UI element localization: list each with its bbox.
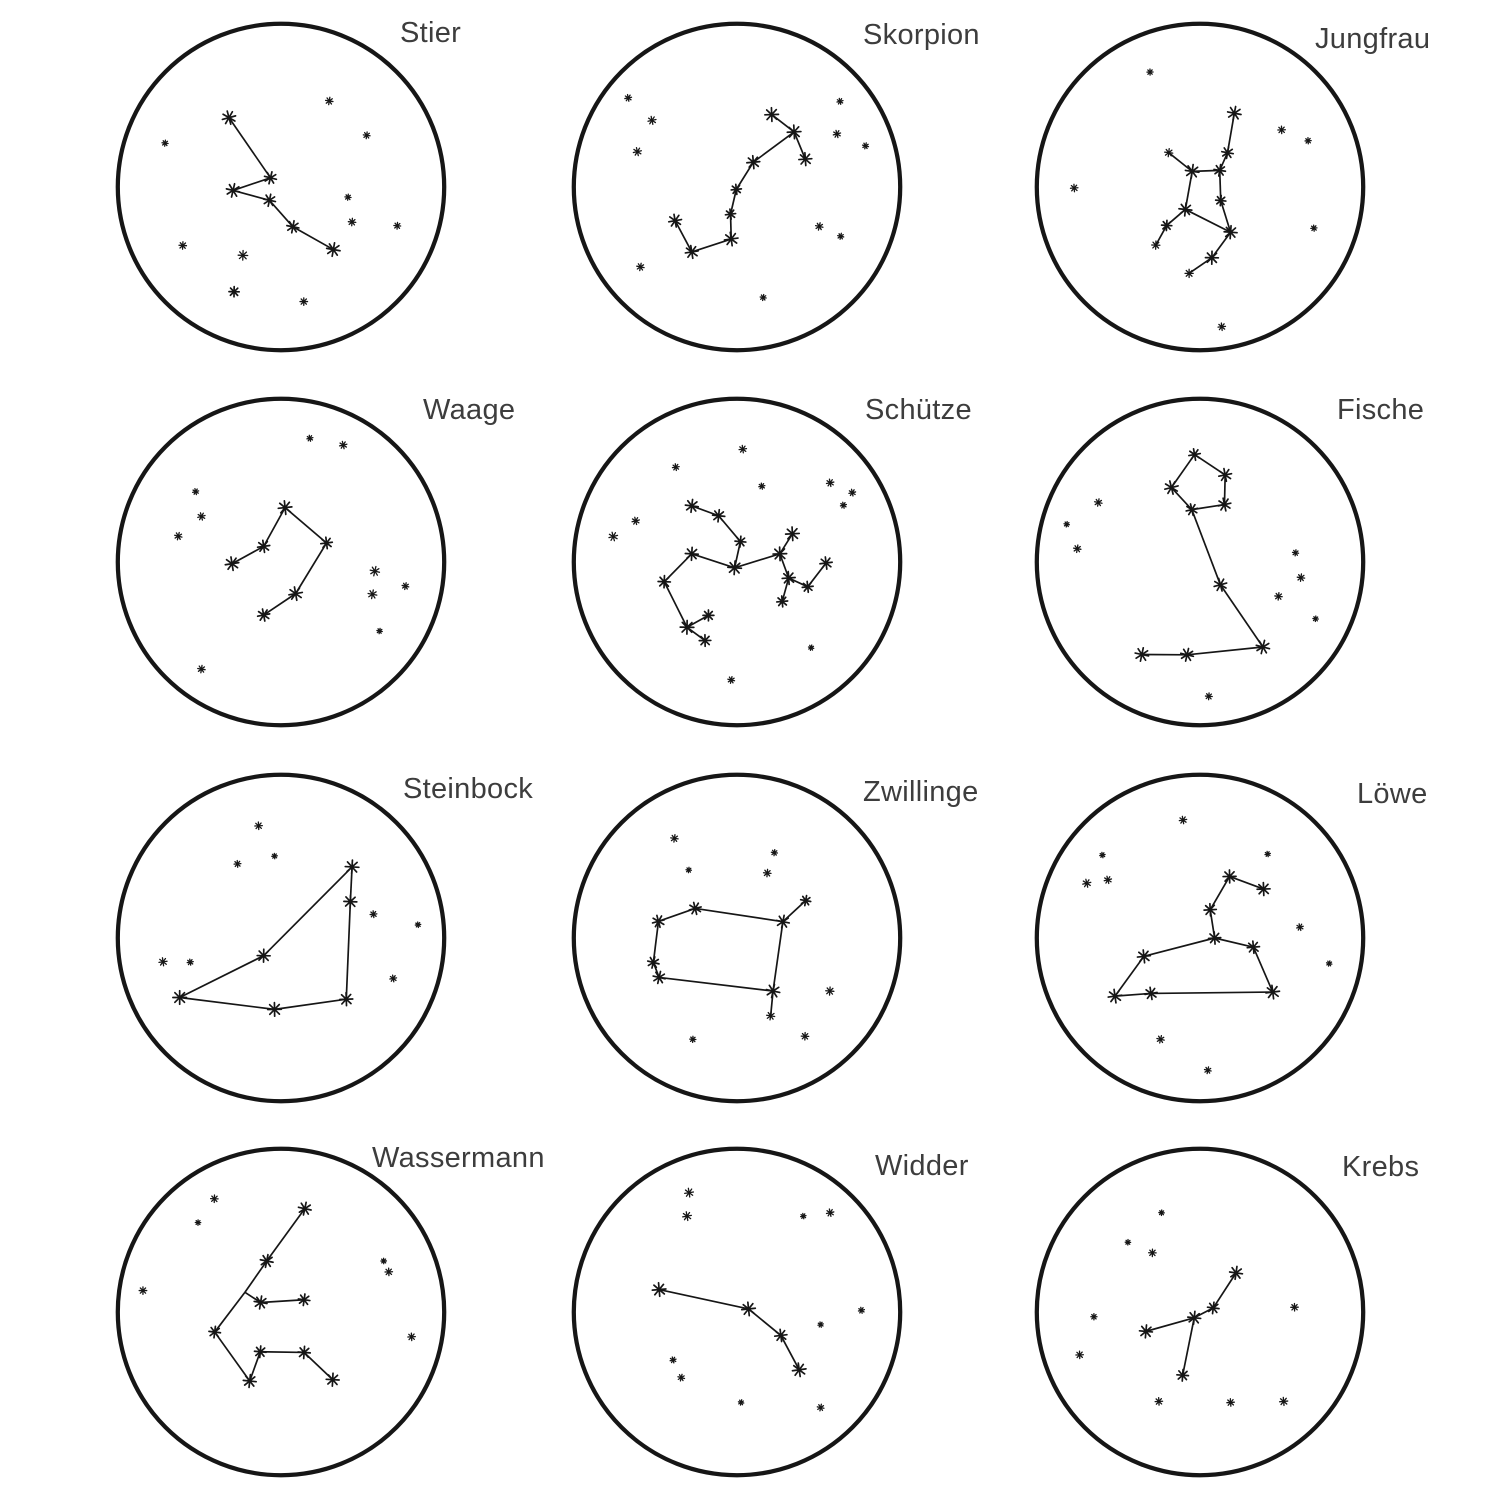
star-icon bbox=[771, 850, 777, 856]
star-icon bbox=[1070, 184, 1077, 191]
constellation-chart bbox=[1030, 17, 1370, 357]
star-icon bbox=[254, 1296, 267, 1309]
star-icon bbox=[1280, 1397, 1288, 1405]
star-icon bbox=[764, 869, 771, 876]
star-icon bbox=[1216, 196, 1226, 206]
star-icon bbox=[699, 635, 711, 647]
star-icon bbox=[298, 1294, 309, 1305]
constellation-line bbox=[1192, 510, 1221, 585]
constellation-line bbox=[296, 543, 327, 594]
star-icon bbox=[327, 243, 340, 256]
star-icon bbox=[1205, 251, 1218, 264]
constellation-line bbox=[245, 1261, 267, 1292]
star-icon bbox=[321, 537, 332, 548]
star-icon bbox=[672, 464, 679, 471]
star-icon bbox=[402, 583, 409, 590]
sky-circle bbox=[1037, 775, 1363, 1101]
star-icon bbox=[1205, 693, 1212, 700]
star-icon bbox=[767, 1012, 775, 1020]
star-icon bbox=[1204, 1067, 1211, 1074]
star-icon bbox=[195, 1220, 200, 1225]
star-icon bbox=[685, 499, 698, 512]
star-icon bbox=[775, 1329, 787, 1341]
constellation-label: Jungfrau bbox=[1315, 23, 1431, 55]
star-icon bbox=[1149, 1249, 1156, 1256]
star-icon bbox=[139, 1287, 146, 1294]
star-icon bbox=[1147, 69, 1153, 75]
star-icon bbox=[272, 853, 277, 858]
sky-circle bbox=[118, 24, 444, 350]
star-icon bbox=[345, 860, 359, 874]
star-icon bbox=[415, 922, 420, 927]
star-icon bbox=[1214, 165, 1225, 176]
star-icon bbox=[670, 1357, 676, 1363]
star-icon bbox=[773, 547, 787, 561]
star-icon bbox=[390, 975, 397, 982]
sky-circle bbox=[1037, 1149, 1363, 1475]
constellation-label: Stier bbox=[400, 17, 462, 49]
star-icon bbox=[408, 1333, 415, 1340]
star-icon bbox=[609, 532, 618, 541]
star-icon bbox=[1125, 1240, 1130, 1245]
star-icon bbox=[175, 533, 182, 540]
star-icon bbox=[1074, 545, 1081, 552]
star-icon bbox=[1305, 138, 1311, 144]
star-icon bbox=[1313, 616, 1318, 621]
panel-stier bbox=[111, 17, 451, 357]
star-icon bbox=[1208, 1302, 1219, 1313]
constellation-line bbox=[692, 554, 735, 568]
constellation-chart bbox=[111, 17, 451, 357]
star-icon bbox=[826, 987, 834, 995]
panel-loewe bbox=[1030, 768, 1370, 1108]
constellation-line bbox=[1151, 992, 1273, 993]
constellation-chart bbox=[111, 392, 451, 732]
star-icon bbox=[735, 536, 746, 547]
star-icon bbox=[1230, 1267, 1243, 1280]
star-icon bbox=[385, 1268, 392, 1275]
constellation-line bbox=[1210, 876, 1229, 909]
star-icon bbox=[234, 860, 241, 867]
star-icon bbox=[229, 287, 239, 297]
star-icon bbox=[381, 1258, 386, 1263]
star-icon bbox=[1188, 1311, 1201, 1324]
star-icon bbox=[685, 547, 698, 560]
star-icon bbox=[637, 263, 644, 270]
star-icon bbox=[686, 867, 691, 872]
star-icon bbox=[370, 911, 377, 918]
sky-circle bbox=[1037, 399, 1363, 725]
constellation-line bbox=[233, 178, 270, 191]
constellation-line bbox=[735, 554, 780, 568]
star-icon bbox=[225, 557, 238, 570]
constellation-line bbox=[753, 132, 794, 162]
star-icon bbox=[1293, 550, 1299, 556]
constellation-chart bbox=[111, 768, 451, 1108]
star-icon bbox=[786, 527, 800, 541]
constellation-chart bbox=[567, 1142, 907, 1482]
star-icon bbox=[799, 153, 812, 166]
star-icon bbox=[703, 610, 714, 621]
panel-jungfrau bbox=[1030, 17, 1370, 357]
star-icon bbox=[1140, 1325, 1153, 1338]
star-icon bbox=[818, 1322, 823, 1327]
star-icon bbox=[1064, 522, 1069, 527]
constellation-line bbox=[1215, 938, 1254, 947]
star-icon bbox=[633, 148, 641, 156]
constellation-line bbox=[1156, 225, 1167, 245]
star-icon bbox=[173, 991, 187, 1005]
star-icon bbox=[1185, 269, 1193, 277]
star-icon bbox=[1275, 593, 1282, 600]
star-icon bbox=[742, 1302, 756, 1316]
star-icon bbox=[713, 510, 725, 522]
constellation-line bbox=[261, 1300, 305, 1303]
star-icon bbox=[725, 209, 735, 219]
star-icon bbox=[1257, 883, 1270, 896]
star-icon bbox=[370, 567, 379, 576]
constellation-line bbox=[675, 221, 692, 252]
panel-waage bbox=[111, 392, 451, 732]
star-icon bbox=[179, 242, 186, 249]
star-icon bbox=[792, 1363, 805, 1376]
panel-wassermann bbox=[111, 1142, 451, 1482]
star-icon bbox=[340, 441, 347, 448]
star-icon bbox=[1278, 126, 1285, 133]
star-icon bbox=[345, 194, 351, 200]
star-icon bbox=[652, 1283, 666, 1297]
star-icon bbox=[268, 1003, 282, 1017]
star-icon bbox=[377, 628, 382, 633]
sky-circle bbox=[574, 399, 900, 725]
star-icon bbox=[728, 561, 742, 575]
constellation-line bbox=[264, 594, 296, 615]
star-icon bbox=[198, 665, 205, 672]
star-icon bbox=[801, 1033, 808, 1040]
constellation-line bbox=[264, 867, 352, 956]
panel-zwillinge bbox=[567, 768, 907, 1108]
constellation-line bbox=[264, 508, 285, 547]
star-icon bbox=[187, 959, 193, 965]
constellation-line bbox=[267, 1209, 305, 1261]
star-icon bbox=[1179, 816, 1186, 823]
constellation-line bbox=[215, 1332, 250, 1381]
constellation-line bbox=[659, 1290, 748, 1309]
star-icon bbox=[1137, 950, 1150, 963]
constellation-line bbox=[1220, 585, 1263, 647]
star-icon bbox=[1159, 1210, 1164, 1215]
constellation-line bbox=[180, 998, 275, 1010]
star-icon bbox=[258, 540, 270, 552]
constellation-chart bbox=[1030, 768, 1370, 1108]
star-icon bbox=[211, 1195, 218, 1202]
star-icon bbox=[326, 1373, 339, 1386]
star-icon bbox=[363, 132, 370, 139]
panel-krebs bbox=[1030, 1142, 1370, 1482]
constellation-line bbox=[1183, 1318, 1195, 1375]
constellation-chart bbox=[1030, 1142, 1370, 1482]
star-icon bbox=[1100, 852, 1105, 857]
constellation-line bbox=[1187, 647, 1263, 655]
star-icon bbox=[838, 233, 844, 239]
star-icon bbox=[255, 822, 262, 829]
star-icon bbox=[300, 298, 307, 305]
star-icon bbox=[1297, 574, 1304, 581]
constellation-line bbox=[773, 922, 783, 991]
star-icon bbox=[1155, 1398, 1162, 1405]
star-icon bbox=[802, 581, 813, 592]
star-icon bbox=[683, 1212, 692, 1221]
star-icon bbox=[671, 835, 678, 842]
star-icon bbox=[1265, 851, 1270, 856]
star-icon bbox=[243, 1375, 256, 1388]
star-icon bbox=[826, 479, 833, 486]
constellation-line bbox=[232, 546, 264, 563]
constellation-line bbox=[293, 227, 333, 250]
star-icon bbox=[1223, 870, 1236, 883]
star-icon bbox=[258, 609, 270, 621]
star-icon bbox=[1095, 499, 1102, 506]
star-icon bbox=[162, 140, 168, 146]
star-icon bbox=[1214, 579, 1226, 591]
star-icon bbox=[1165, 149, 1173, 157]
star-icon bbox=[1108, 989, 1121, 1002]
star-icon bbox=[193, 489, 199, 495]
star-icon bbox=[1224, 226, 1237, 239]
star-icon bbox=[260, 1255, 273, 1268]
star-icon bbox=[255, 1346, 267, 1358]
star-icon bbox=[1104, 876, 1111, 883]
star-icon bbox=[808, 645, 813, 650]
sky-circle bbox=[574, 1149, 900, 1475]
constellation-label: Steinbock bbox=[403, 773, 534, 805]
star-icon bbox=[759, 483, 765, 489]
star-icon bbox=[1266, 985, 1279, 998]
constellation-label: Zwillinge bbox=[863, 776, 979, 808]
constellation-line bbox=[781, 1335, 799, 1369]
star-icon bbox=[298, 1346, 310, 1358]
panel-schuetze bbox=[567, 392, 907, 732]
star-icon bbox=[827, 1209, 834, 1216]
star-icon bbox=[738, 1400, 743, 1405]
star-icon bbox=[278, 501, 292, 515]
panel-steinbock bbox=[111, 768, 451, 1108]
star-icon bbox=[344, 895, 357, 908]
star-icon bbox=[747, 156, 760, 169]
star-icon bbox=[257, 949, 270, 962]
constellation-line bbox=[245, 1292, 261, 1302]
sky-circle bbox=[1037, 24, 1363, 350]
star-icon bbox=[1076, 1351, 1083, 1358]
star-icon bbox=[787, 125, 801, 139]
star-icon bbox=[1189, 449, 1200, 460]
constellation-line bbox=[346, 902, 350, 1000]
constellation-label: Löwe bbox=[1357, 778, 1428, 810]
star-icon bbox=[625, 95, 632, 102]
star-icon bbox=[840, 502, 846, 508]
star-icon bbox=[680, 620, 694, 634]
constellation-label: Krebs bbox=[1342, 1151, 1420, 1183]
star-icon bbox=[198, 513, 205, 520]
star-icon bbox=[849, 489, 856, 496]
star-icon bbox=[820, 557, 832, 569]
constellation-line bbox=[275, 999, 347, 1009]
star-icon bbox=[801, 1213, 806, 1218]
star-icon bbox=[782, 572, 795, 585]
star-icon bbox=[817, 1404, 824, 1411]
star-icon bbox=[724, 232, 737, 245]
sky-circle bbox=[118, 399, 444, 725]
star-icon bbox=[685, 246, 698, 259]
star-icon bbox=[1204, 904, 1216, 916]
constellation-label: Skorpion bbox=[863, 19, 980, 51]
star-icon bbox=[1179, 203, 1192, 216]
sky-circle bbox=[118, 1149, 444, 1475]
constellation-line bbox=[692, 239, 731, 252]
constellation-chart bbox=[1030, 392, 1370, 732]
constellation-line bbox=[229, 118, 270, 178]
star-icon bbox=[777, 596, 788, 607]
constellation-line bbox=[1224, 475, 1225, 505]
star-icon bbox=[209, 1326, 220, 1337]
star-icon bbox=[394, 222, 401, 229]
star-icon bbox=[1091, 1314, 1097, 1320]
star-icon bbox=[678, 1374, 685, 1381]
panel-widder bbox=[567, 1142, 907, 1482]
star-icon bbox=[685, 1188, 694, 1197]
star-icon bbox=[658, 576, 670, 588]
star-icon bbox=[760, 294, 766, 300]
star-icon bbox=[340, 993, 353, 1006]
constellation-line bbox=[695, 908, 783, 921]
star-icon bbox=[298, 1202, 311, 1215]
star-icon bbox=[368, 590, 377, 599]
star-icon bbox=[1247, 941, 1259, 953]
star-icon bbox=[289, 587, 302, 600]
constellation-chart bbox=[111, 1142, 451, 1482]
star-icon bbox=[1145, 987, 1157, 999]
star-icon bbox=[669, 214, 682, 227]
star-icon bbox=[731, 184, 741, 194]
star-icon bbox=[1083, 879, 1091, 887]
constellation-line bbox=[1253, 947, 1272, 992]
star-icon bbox=[1152, 241, 1160, 249]
star-icon bbox=[765, 108, 779, 122]
constellation-chart bbox=[567, 768, 907, 1108]
star-icon bbox=[1222, 147, 1233, 158]
star-icon bbox=[1291, 1304, 1298, 1311]
star-icon bbox=[1209, 932, 1221, 944]
star-icon bbox=[728, 677, 735, 684]
star-icon bbox=[833, 130, 840, 137]
star-icon bbox=[159, 958, 167, 966]
constellation-line bbox=[1144, 938, 1215, 956]
constellation-label: Fische bbox=[1337, 394, 1425, 426]
star-icon bbox=[690, 1036, 696, 1042]
star-icon bbox=[1311, 225, 1317, 231]
star-icon bbox=[1219, 469, 1232, 482]
star-icon bbox=[837, 98, 843, 104]
star-icon bbox=[816, 223, 823, 230]
star-icon bbox=[648, 116, 656, 124]
panel-fische bbox=[1030, 392, 1370, 732]
star-icon bbox=[632, 517, 639, 524]
star-icon bbox=[1157, 1036, 1164, 1043]
star-icon bbox=[1327, 961, 1332, 966]
star-icon bbox=[858, 1307, 864, 1313]
star-icon bbox=[326, 97, 333, 104]
star-icon bbox=[1227, 1399, 1234, 1406]
star-icon bbox=[1218, 323, 1225, 330]
star-icon bbox=[307, 435, 313, 441]
sky-circle bbox=[574, 775, 900, 1101]
constellation-label: Wassermann bbox=[372, 1142, 545, 1174]
star-icon bbox=[222, 111, 235, 124]
star-icon bbox=[739, 445, 746, 452]
constellation-line bbox=[1146, 1318, 1194, 1332]
constellation-line bbox=[1171, 488, 1191, 510]
star-icon bbox=[265, 172, 277, 184]
constellation-line bbox=[664, 582, 687, 628]
star-icon bbox=[863, 143, 869, 149]
constellation-label: Schütze bbox=[865, 394, 972, 426]
constellation-line bbox=[285, 508, 326, 543]
star-icon bbox=[1177, 1369, 1189, 1381]
star-icon bbox=[348, 218, 355, 225]
star-icon bbox=[238, 251, 248, 261]
star-icon bbox=[1297, 924, 1304, 931]
constellation-line bbox=[1230, 876, 1264, 889]
constellation-line bbox=[1213, 1273, 1236, 1308]
constellation-line bbox=[1169, 153, 1192, 172]
constellation-chart bbox=[567, 392, 907, 732]
constellation-line bbox=[687, 615, 708, 627]
star-icon bbox=[226, 184, 239, 197]
constellation-label: Widder bbox=[875, 1150, 969, 1182]
constellation-line bbox=[215, 1292, 245, 1332]
constellation-chart bbox=[567, 17, 907, 357]
constellation-label: Waage bbox=[423, 394, 516, 426]
constellation-line bbox=[659, 977, 773, 991]
panel-skorpion bbox=[567, 17, 907, 357]
star-icon bbox=[1162, 220, 1172, 230]
